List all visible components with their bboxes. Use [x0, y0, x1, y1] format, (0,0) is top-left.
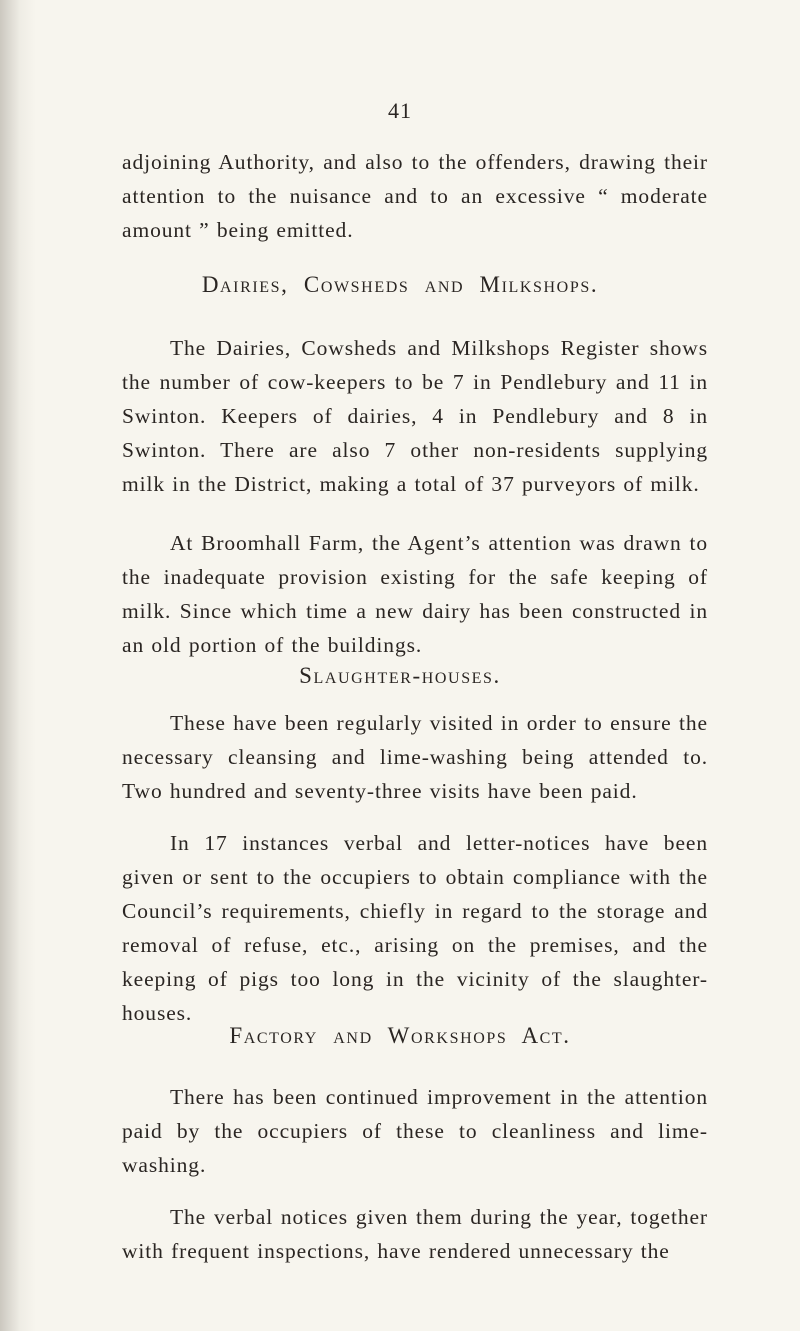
paragraph-adjoining-authority [122, 145, 708, 247]
paragraph-text: The verbal notices given them during the year, together with frequent inspections, have rendered unnecessary the [122, 1205, 708, 1263]
paragraph-improvement [122, 1080, 708, 1182]
paragraph-text: The Dairies, Cowsheds and Milkshops Register shows the number of cow-keepers to be 7 in Pendlebury and 11 in Swinton. Keepers of dairies, 4 in Pendlebury and 8 in Swinton. There are also 7 other non-residents supplying milk in the District, making a total of 37 purveyors of milk. [122, 336, 708, 496]
paragraph-slaughter-visits [122, 706, 708, 808]
paragraph-dairies-register [122, 331, 708, 501]
paragraph-text: adjoining Authority, and also to the offenders, drawing their attention to the nuisance and to an excessive “ moderate amount ” being emitted. [122, 150, 708, 242]
heading-dairies: Dairies, Cowsheds and Milkshops. [201, 272, 599, 297]
paragraph-text: At Broomhall Farm, the Agent’s attention was drawn to the inadequate provision existing for the safe keeping of milk. Since which time a new dairy has been constructed in an old portion of the buildings. [122, 531, 708, 657]
heading-factory-act: Factory and Workshops Act. [229, 1023, 571, 1048]
paragraph-notices [122, 826, 708, 1030]
paragraph-text: There has been continued improvement in the attention paid by the occupiers of these to cleanliness and lime-washing. [122, 1085, 708, 1177]
paragraph-verbal-notices [122, 1200, 708, 1268]
paragraph-broomhall-farm [122, 526, 708, 662]
paragraph-text: These have been regularly visited in order to ensure the necessary cleansing and lime-washing being attended to. Two hundred and seventy-three visits have been paid. [122, 711, 708, 803]
paragraph-text: In 17 instances verbal and letter-notices have been given or sent to the occupiers to obtain compliance with the Council’s requirements, chiefly in regard to the storage and removal of refuse, etc., arising on the premises, and the keeping of pigs too long in the vicinity of the slaughter-houses. [122, 831, 708, 1025]
page-number: 41 [388, 98, 412, 123]
heading-slaughter-houses: Slaughter-houses. [299, 663, 501, 688]
